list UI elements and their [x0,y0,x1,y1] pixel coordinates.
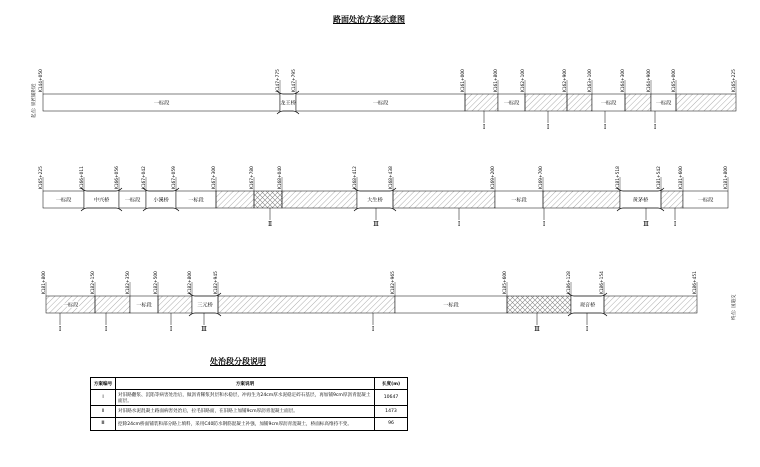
route-row [38,166,729,228]
scheme-marker: Ⅰ [169,326,173,333]
bridge-wing-bottom [143,208,179,211]
scheme-marker: Ⅱ [267,221,273,228]
legend-table [90,377,408,431]
scheme-marker: Ⅰ [603,124,607,131]
station-label: K169+700 [539,166,544,189]
scheme-marker: Ⅲ [201,326,207,333]
station-label: K181+800 [724,166,729,189]
station-label: K167+059 [172,166,177,189]
scheme-marker: Ⅲ [643,221,649,228]
bridge-wing-bottom [568,313,607,316]
station-label: K147+795 [292,69,297,92]
station-label: K167+042 [142,166,147,189]
station-label: K162+900 [563,69,568,92]
station-label: K181+600 [679,166,684,189]
station-label: K185+600 [503,271,508,294]
legend-length: 10647 [375,390,408,405]
station-label: K168+412 [353,166,358,189]
cross-segment [507,296,571,313]
segment-label: 一标段 [188,197,204,204]
station-label: K144+050 [39,69,44,92]
station-label: K147+775 [276,69,281,92]
segment-label: 观音桥 [579,302,596,309]
legend-row [91,418,408,430]
segment-label: 一标段 [124,197,141,204]
legend-row [91,405,408,417]
hatch-segment [525,94,567,111]
hatch-segment [661,191,683,208]
hatch-segment [625,94,651,111]
station-label: K182+150 [91,271,96,294]
segment-label: 一标段 [511,197,527,204]
scheme-marker: Ⅰ [371,326,375,333]
station-label: K167+780 [250,166,255,189]
legend-length: 1473 [375,405,408,417]
legend-code: Ⅲ [91,418,116,430]
station-label: K182+800 [188,271,193,294]
segment-label: 一标段 [655,100,672,107]
segment-label: 一标段 [372,100,389,107]
station-label: K164+900 [647,69,652,92]
station-label: K164+300 [621,69,626,92]
station-label: K182+945 [214,271,219,294]
segment-label: 黄茅桥 [632,197,649,204]
station-label: K181+800 [42,271,47,294]
station-label: K166+011 [80,166,85,189]
segment-label: 一标段 [153,100,170,107]
station-label: K186+154 [600,271,605,294]
segment-label: 中兴桥 [93,197,110,204]
legend-code: Ⅱ [91,405,116,417]
station-label: K168+438 [389,166,394,189]
legend-header-code: 方案编号 [91,378,116,390]
bridge-wing-bottom [354,208,396,211]
station-label: K182+500 [154,271,159,294]
scheme-marker: Ⅰ [482,124,486,131]
hatch-segment [282,191,357,208]
segment-label: 三元桥 [197,302,213,309]
hatch-segment [567,94,592,111]
hatch-segment [95,296,130,313]
scheme-marker: Ⅰ [457,221,461,228]
route-row [41,271,698,333]
segment-label: 一标段 [55,197,72,204]
hatch-segment [543,191,620,208]
scheme-marker: Ⅲ [373,221,379,228]
station-label: K186+128 [567,271,572,294]
station-label: K165+225 [39,166,44,189]
scheme-marker: Ⅰ [104,326,108,333]
station-label: K161+800 [494,69,499,92]
station-label: K166+056 [115,166,120,189]
segment-label: 一标段 [136,302,152,309]
station-label: K165+000 [672,69,677,92]
station-label: K161+000 [461,69,466,92]
legend-code: Ⅰ [91,390,116,405]
segment-label: 大生桥 [367,197,383,204]
station-label: K163+100 [588,69,593,92]
hatch-segment [216,191,254,208]
scheme-marker: Ⅲ [534,326,540,333]
legend-header-desc: 方案说明 [116,378,375,390]
bridge-wing-bottom [81,208,122,211]
station-label: K167+300 [212,166,217,189]
legend-title: 处治段分段说明 [210,357,266,366]
hatch-segment [465,94,498,111]
station-label: K162+100 [521,69,526,92]
bridge-wing-bottom [617,208,664,211]
station-label: K182+965 [391,271,396,294]
route-row [38,69,737,131]
legend-row [91,390,408,405]
station-label: K168+040 [278,166,283,189]
legend-desc: 对旧路水泥混凝土路面病害处治后，拉毛旧路面，在旧路上加铺9cm厚沥青混凝土面层。 [116,405,375,417]
scheme-marker: Ⅰ [546,124,550,131]
legend-desc: 挖除24cm桥面铺装和部分路上填料，采用C40防水钢筋混凝土补强，加铺9cm厚沥青混凝土，桥面标高维持不变。 [116,418,375,430]
hatch-segment [604,296,697,313]
hatch-segment [218,296,395,313]
station-label: K186+451 [693,271,698,294]
cross-segment [254,191,282,208]
legend-header-length: 长度(m) [375,378,408,390]
scheme-marker: Ⅰ [58,326,62,333]
segment-label: 龙王桥 [280,100,296,107]
station-label: K182+350 [126,271,131,294]
station-label: K181+518 [616,166,621,189]
bridge-wing-bottom [277,111,299,114]
scheme-marker: Ⅰ [673,221,677,228]
end-side-label: 终点: 国道交 [732,294,737,320]
segment-label: 一标段 [443,302,459,309]
bridge-wing-bottom [189,313,221,316]
start-side-label: 起点: 铁匠铺附近 [32,83,37,118]
scheme-marker: Ⅰ [653,124,657,131]
segment-label: 一标段 [600,100,617,107]
page-title: 路面处治方案示意图 [333,15,405,24]
station-label: K165+225 [732,69,737,92]
hatch-segment [676,94,736,111]
hatch-segment [158,296,192,313]
segment-label: 一标段 [697,197,714,204]
legend-length: 96 [375,418,408,430]
segment-label: 一标段 [62,302,79,309]
legend-desc: 对旧路翻浆、沉陷等病害处治后，做沥青稀浆封层和水稳层，冲再生为24cm厚水泥稳定碎石基层，再加铺9cm厚沥青混凝土面层。 [116,390,375,405]
station-label: K169+200 [491,166,496,189]
station-label: K181+542 [657,166,662,189]
rows-layer [38,69,737,333]
segment-label: 一标段 [503,100,520,107]
segment-label: 小溪桥 [153,197,169,204]
hatch-segment [393,191,495,208]
scheme-marker: Ⅰ [585,326,589,333]
scheme-marker: Ⅰ [542,221,546,228]
